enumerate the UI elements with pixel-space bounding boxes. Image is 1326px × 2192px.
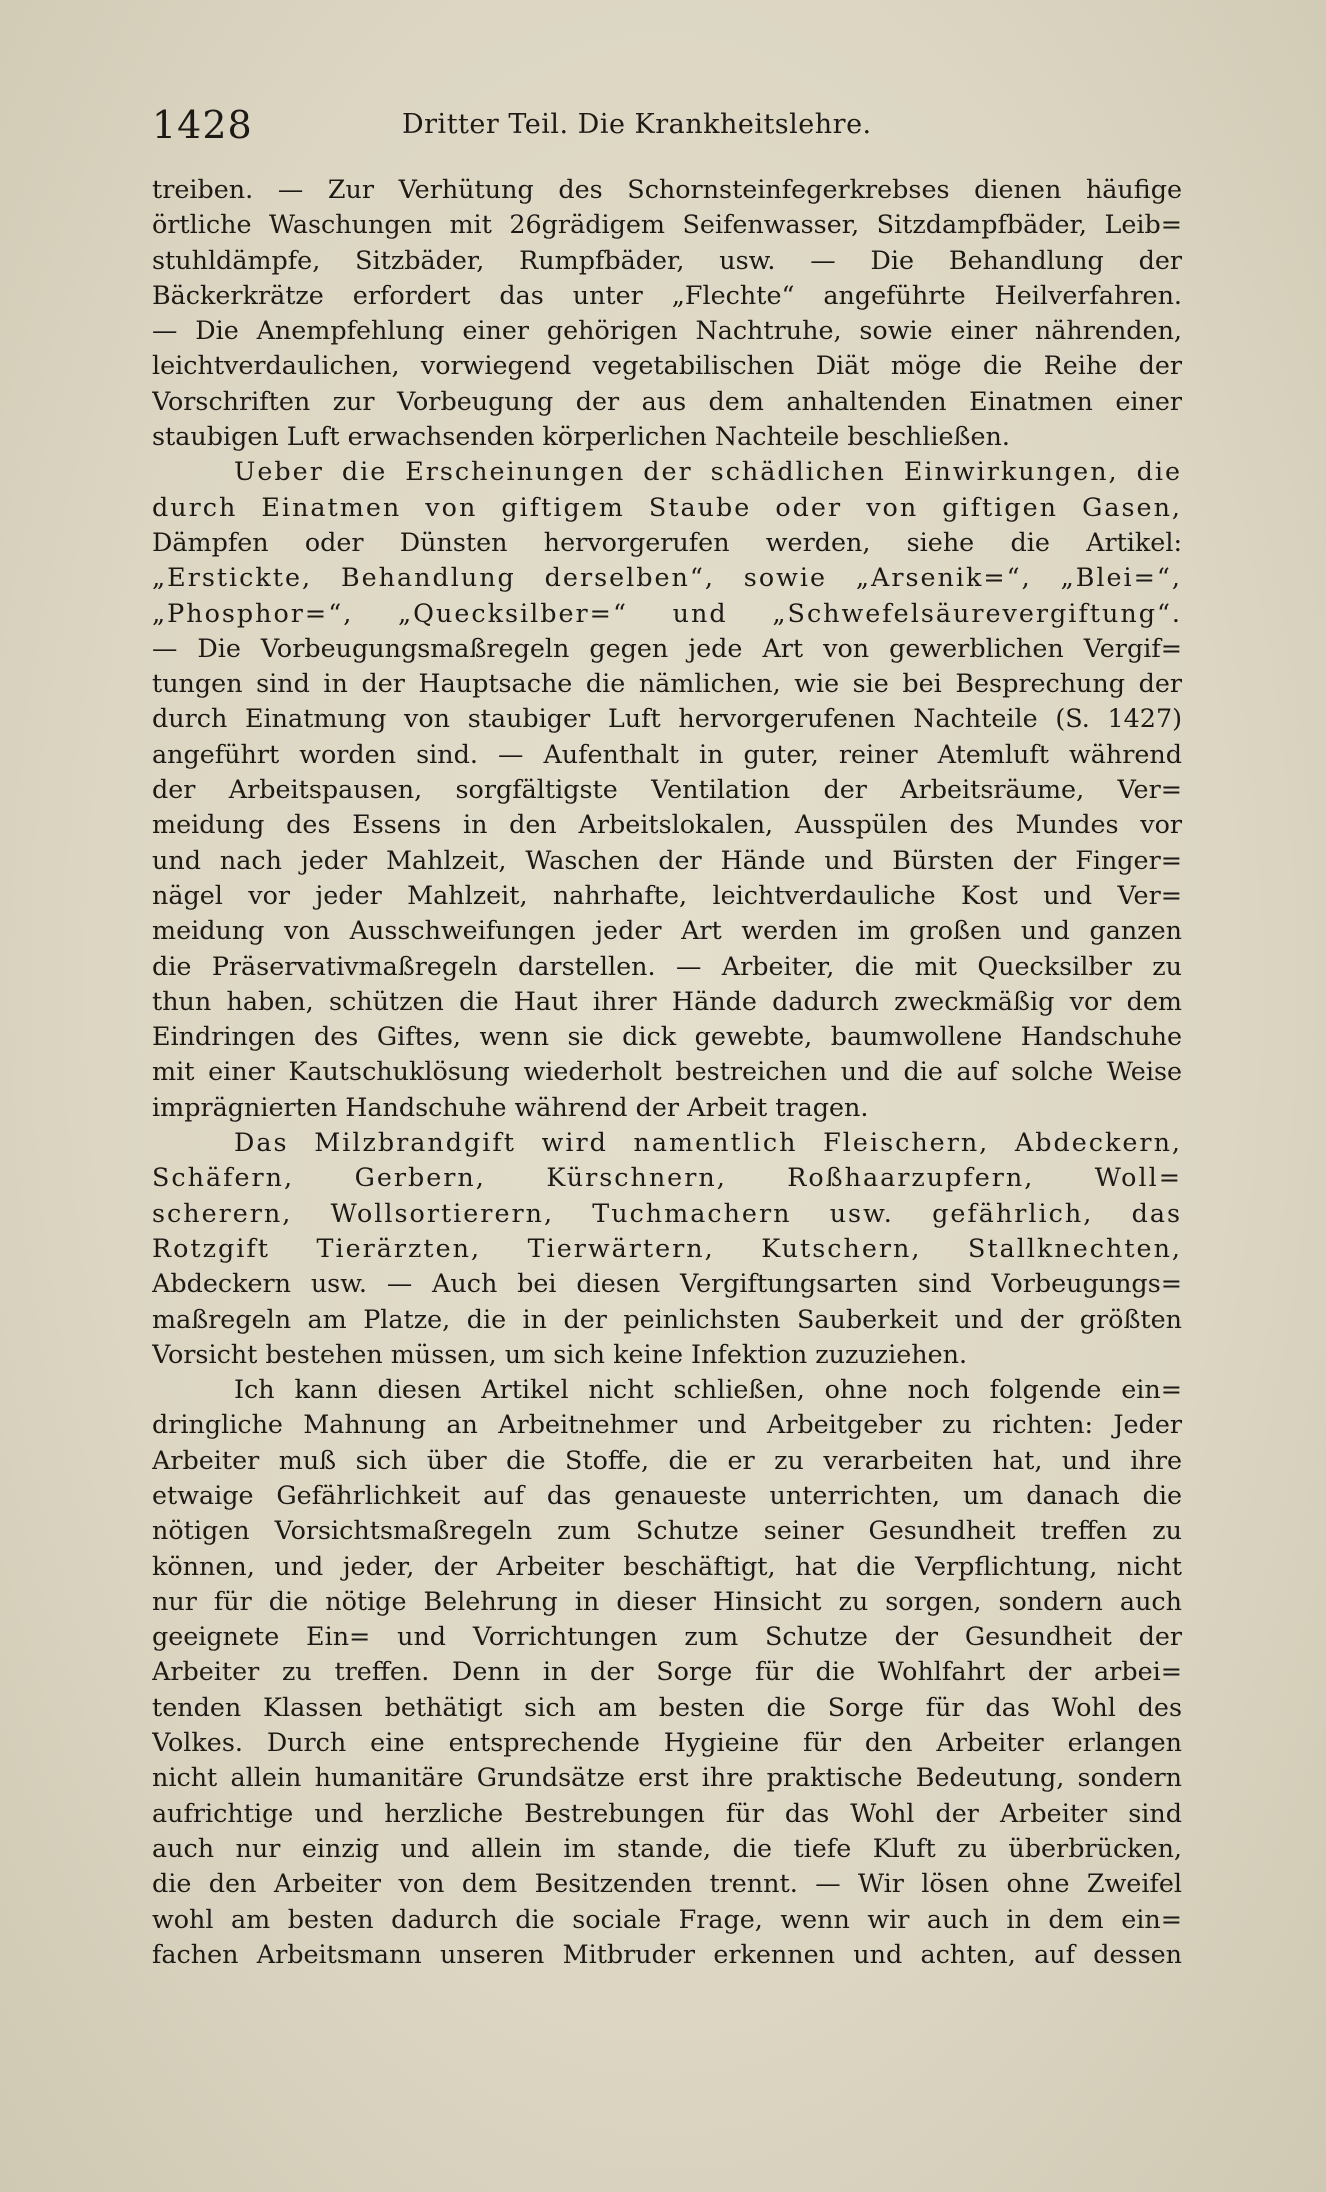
text-line: imprägnierten Handschuhe während der Arbeit tragen.: [152, 1091, 869, 1122]
text-line: durch Einatmung von staubiger Luft hervorgerufenen Nachteile (S. 1427): [152, 703, 1182, 734]
text-line: „Phosphor=“, „Quecksilber=“ und „Schwefelsäurevergiftung“.: [152, 597, 1182, 628]
text-line: tenden Klassen bethätigt sich am besten die Sorge für das Wohl des: [152, 1691, 1182, 1722]
text-line: Bäckerkrätze erfordert das unter „Flechte“ angeführte Heilverfahren.: [152, 279, 1182, 310]
text-line: die den Arbeiter von dem Besitzenden trennt. — Wir lösen ohne Zweifel: [152, 1868, 1182, 1899]
text-line: auch nur einzig und allein im stande, die tiefe Kluft zu überbrücken,: [152, 1832, 1182, 1863]
text-line: nicht allein humanitäre Grundsätze erst ihre praktische Bedeutung, sondern: [152, 1762, 1182, 1793]
text-line: Arbeiter muß sich über die Stoffe, die er zu verarbeiten hat, und ihre: [152, 1444, 1182, 1475]
text-line: etwaige Gefährlichkeit auf das genaueste unterrichten, um danach die: [152, 1479, 1182, 1510]
text-line: die Präservativmaßregeln darstellen. — Arbeiter, die mit Quecksilber zu: [152, 950, 1182, 981]
text-line: scherern, Wollsortierern, Tuchmachern usw. gefährlich, das: [152, 1197, 1182, 1228]
text-line: maßregeln am Platze, die in der peinlichsten Sauberkeit und der größten: [152, 1303, 1182, 1334]
text-line: Eindringen des Giftes, wenn sie dick gewebte, baumwollene Handschuhe: [152, 1021, 1182, 1052]
text-line: stuhldämpfe, Sitzbäder, Rumpfbäder, usw. — Die Behandlung der: [152, 244, 1182, 275]
text-line: Vorschriften zur Vorbeugung der aus dem anhaltenden Einatmen einer: [152, 385, 1182, 416]
text-line: und nach jeder Mahlzeit, Waschen der Hände und Bürsten der Finger=: [152, 844, 1182, 875]
text-line: Schäfern, Gerbern, Kürschnern, Roßhaarzupfern, Woll=: [152, 1162, 1182, 1193]
text-line: geeignete Ein= und Vorrichtungen zum Schutze der Gesundheit der: [152, 1621, 1182, 1652]
paragraph-start: Ueber die Erscheinungen der schädlichen Einwirkungen, die: [234, 456, 1182, 487]
text-line: nur für die nötige Belehrung in dieser Hinsicht zu sorgen, sondern auch: [152, 1585, 1182, 1616]
text-line: thun haben, schützen die Haut ihrer Hände dadurch zweckmäßig vor dem: [152, 985, 1182, 1016]
text-line: tungen sind in der Hauptsache die nämlichen, wie sie bei Besprechung der: [152, 668, 1182, 699]
text-line: Vorsicht bestehen müssen, um sich keine Infektion zuzuziehen.: [152, 1338, 968, 1369]
text-line: durch Einatmen von giftigem Staube oder von giftigen Gasen,: [152, 491, 1182, 522]
text-line: meidung des Essens in den Arbeitslokalen, Ausspülen des Mundes vor: [152, 809, 1182, 840]
text-line: nötigen Vorsichtsmaßregeln zum Schutze seiner Gesundheit treffen zu: [152, 1515, 1182, 1546]
text-line: Dämpfen oder Dünsten hervorgerufen werden, siehe die Artikel:: [152, 526, 1182, 557]
body-text: [152, 172, 1182, 1972]
text-line: „Erstickte, Behandlung derselben“, sowie „Arsenik=“, „Blei=“,: [152, 562, 1182, 593]
text-line: meidung von Ausschweifungen jeder Art werden im großen und ganzen: [152, 915, 1182, 946]
running-head: Dritter Teil. Die Krankheitslehre.: [402, 109, 872, 140]
page-header: [152, 100, 1182, 150]
page-number: 1428: [152, 103, 253, 147]
text-line: — Die Vorbeugungsmaßregeln gegen jede Art von gewerblichen Vergif=: [152, 632, 1182, 663]
text-line: aufrichtige und herzliche Bestrebungen für das Wohl der Arbeiter sind: [152, 1797, 1182, 1828]
text-line: fachen Arbeitsmann unseren Mitbruder erkennen und achten, auf dessen: [152, 1938, 1182, 1969]
text-line: Arbeiter zu treffen. Denn in der Sorge für die Wohlfahrt der arbei=: [152, 1656, 1182, 1687]
text-line: mit einer Kautschuklösung wiederholt bestreichen und die auf solche Weise: [152, 1056, 1182, 1087]
text-line: der Arbeitspausen, sorgfältigste Ventilation der Arbeitsräume, Ver=: [152, 774, 1182, 805]
text-line: wohl am besten dadurch die sociale Frage, wenn wir auch in dem ein=: [152, 1903, 1182, 1934]
text-line: nägel vor jeder Mahlzeit, nahrhafte, leichtverdauliche Kost und Ver=: [152, 879, 1182, 910]
text-line: leichtverdaulichen, vorwiegend vegetabilischen Diät möge die Reihe der: [152, 350, 1182, 381]
paragraph-start: Das Milzbrandgift wird namentlich Fleischern, Abdeckern,: [234, 1127, 1182, 1158]
text-line: staubigen Luft erwachsenden körperlichen Nachteile beschließen.: [152, 421, 1010, 452]
text-line: Rotzgift Tierärzten, Tierwärtern, Kutschern, Stallknechten,: [152, 1232, 1182, 1263]
text-line: örtliche Waschungen mit 26grädigem Seifenwasser, Sitzdampfbäder, Leib=: [152, 209, 1182, 240]
text-line: — Die Anempfehlung einer gehörigen Nachtruhe, sowie einer nährenden,: [152, 315, 1182, 346]
text-line: Abdeckern usw. — Auch bei diesen Vergiftungsarten sind Vorbeugungs=: [152, 1268, 1182, 1299]
text-line: angeführt worden sind. — Aufenthalt in guter, reiner Atemluft während: [152, 738, 1182, 769]
text-line: Volkes. Durch eine entsprechende Hygieine für den Arbeiter erlangen: [152, 1727, 1182, 1758]
text-line: dringliche Mahnung an Arbeitnehmer und Arbeitgeber zu richten: Jeder: [152, 1409, 1182, 1440]
text-line: können, und jeder, der Arbeiter beschäftigt, hat die Verpflichtung, nicht: [152, 1550, 1182, 1581]
text-line: treiben. — Zur Verhütung des Schornsteinfegerkrebses dienen häufige: [152, 174, 1182, 204]
paragraph-start: Ich kann diesen Artikel nicht schließen, ohne noch folgende ein=: [234, 1374, 1182, 1405]
